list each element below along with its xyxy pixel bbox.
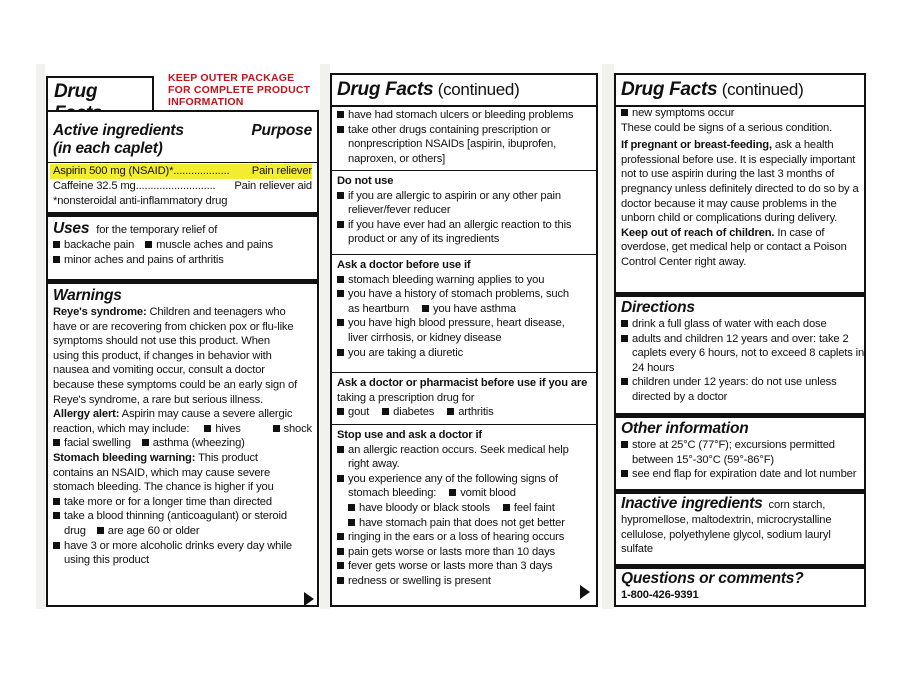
stop-use-section: Stop use and ask a doctor if an allergic reaction occurs. Seek medical help right away. you experience any of the following signs of stomach bleeding: vomit blood have bloody or black stools feel faint have stomach pain that does not get better ringing in the ears or a loss of hearing occurs pain gets worse or lasts more than 10 days fever gets worse or lasts more than 3 days redness or swelling is present xyxy=(337,428,591,589)
section-rule xyxy=(48,279,317,284)
inactive-ingredients-heading: Inactive ingredients xyxy=(621,495,763,512)
bullet-square-icon xyxy=(204,425,211,432)
active-ingredients-subheading: (in each caplet) xyxy=(53,140,163,157)
panel-2 xyxy=(330,64,602,609)
bullet-square-icon xyxy=(503,504,510,511)
bullet-square-icon xyxy=(348,519,355,526)
continue-arrow-icon xyxy=(580,585,590,599)
bullet-square-icon xyxy=(337,290,344,297)
bullet-square-icon xyxy=(337,349,344,356)
bullet-square-icon xyxy=(382,408,389,415)
panel-1-content xyxy=(46,110,319,607)
section-rule xyxy=(616,292,864,297)
stop-use-heading: Stop use and ask a doctor if xyxy=(337,429,482,441)
section-rule xyxy=(332,105,596,107)
bullet-square-icon xyxy=(337,111,344,118)
warnings-section: Warnings Reye's syndrome: Children and teenagers who have or are recovering from chicken pox or flu-like symptoms should not use this product. When using this product, if changes in behavior with nausea and vomiting occur, consult a doctor because these symptoms could be an early sign of Reye's syndrome, a rare but serious illness. Allergy alert: Aspirin may cause a severe allergic reaction, which may include: hives shock facial swelling asthma (wheezing) Stomach bleeding warning: This product contains an NSAID, which may cause severe stomach bleeding. The chance is higher if you take more or for a longer time than directed take a blood thinning (anticoagulant) or steroid drug are age 60 or older have 3 or more alcoholic drinks every day while using this product xyxy=(53,287,312,567)
divider xyxy=(332,424,596,425)
panel-1 xyxy=(45,64,320,609)
uses-line: minor aches and pains of arthritis xyxy=(53,253,312,268)
bullet-square-icon xyxy=(337,192,344,199)
bullet-square-icon xyxy=(53,512,60,519)
divider xyxy=(332,254,596,255)
panel-3-warnings: new symptoms occur These could be signs of a serious condition. If pregnant or breast-feeding, ask a health professional before use. It is especially important not to use aspirin during the last 3 months of pregnancy unless definitely directed to do so by a doctor because it may cause problems in the unborn child or complications during delivery. Keep out of reach of children. In case of overdose, get medical help or contact a Poison Control Center right away. xyxy=(621,107,859,268)
ask-pharmacist-heading: Ask a doctor or pharmacist before use if you are xyxy=(337,377,588,389)
bullet-square-icon xyxy=(145,241,152,248)
bullet-square-icon xyxy=(337,577,344,584)
bullet-square-icon xyxy=(621,470,628,477)
other-information-heading: Other information xyxy=(621,420,749,437)
warnings-heading: Warnings xyxy=(53,287,122,304)
ingredient-aspirin: Aspirin 500 mg (NSAID)* ................... Pain reliever xyxy=(50,164,312,179)
bullet-square-icon xyxy=(273,425,280,432)
do-not-use-section: Do not use if you are allergic to aspirin or any other pain reliever/fever reducer if you have ever had an allergic reaction to this product or any of its ingredients xyxy=(337,174,591,247)
phone-number: 1-800-426-9391 xyxy=(621,589,699,601)
ingredient-caffeine: Caffeine 32.5 mg ........................... Pain reliever aid xyxy=(53,180,312,192)
questions-section xyxy=(621,570,860,603)
section-rule xyxy=(48,212,317,217)
bullet-square-icon xyxy=(337,548,344,555)
bullet-square-icon xyxy=(53,241,60,248)
bullet-square-icon xyxy=(621,378,628,385)
directions-heading: Directions xyxy=(621,299,695,316)
continue-arrow-icon xyxy=(304,592,314,606)
bullet-square-icon xyxy=(97,527,104,534)
ask-doctor-heading: Ask a doctor before use if xyxy=(337,259,471,271)
bullet-square-icon xyxy=(621,441,628,448)
uses-section xyxy=(53,220,312,267)
drug-facts-label xyxy=(36,64,866,609)
section-rule xyxy=(616,489,864,494)
panel-3 xyxy=(614,64,866,609)
directions-section: Directions drink a full glass of water with each dose adults and children 12 years and over: take 2 caplets every 6 hours, not to exceed 8 caplets in 24 hours children under 12 years: do not use unless directed by a doctor xyxy=(621,299,865,403)
active-ingredients-section xyxy=(53,122,312,158)
uses-heading: Uses xyxy=(53,220,90,237)
inactive-ingredients-section: Inactive ingredients corn starch, hypromellose, maltodextrin, microcrystalline cellulose, polyethylene glycol, sodium lauryl sulfate xyxy=(621,495,832,556)
bullet-square-icon xyxy=(337,475,344,482)
nsaid-footnote: *nonsteroidal anti-inflammatory drug xyxy=(53,195,228,207)
panel-2-title: Drug Facts (continued) xyxy=(337,79,520,100)
bullet-square-icon xyxy=(447,408,454,415)
bullet-square-icon xyxy=(621,109,628,116)
keep-out-of-reach-label: Keep out of reach of children. xyxy=(621,226,775,239)
uses-line: backache pain muscle aches and pains xyxy=(53,238,312,253)
bullet-square-icon xyxy=(53,256,60,263)
panel-2-body: have had stomach ulcers or bleeding problems take other drugs containing prescription or nonprescription NSAIDs [aspirin, ibuprofen, naproxen, or others] xyxy=(337,108,591,166)
reye-label: Reye's syndrome: xyxy=(53,306,147,318)
do-not-use-heading: Do not use xyxy=(337,175,394,187)
bullet-square-icon xyxy=(422,305,429,312)
bullet-square-icon xyxy=(53,439,60,446)
allergy-label: Allergy alert: xyxy=(53,408,120,421)
page-title: Drug xyxy=(54,81,98,102)
panel-3-content xyxy=(614,73,866,607)
panel-3-title: Drug Facts (continued) xyxy=(621,79,804,100)
bullet-square-icon xyxy=(348,504,355,511)
keep-package-note: KEEP OUTER PACKAGE FOR COMPLETE PRODUCT INFORMATION xyxy=(168,72,311,108)
section-rule xyxy=(616,564,864,569)
section-rule xyxy=(616,413,864,418)
bullet-square-icon xyxy=(53,498,60,505)
bullet-square-icon xyxy=(337,126,344,133)
divider xyxy=(332,372,596,373)
divider xyxy=(48,162,317,163)
bullet-square-icon xyxy=(337,446,344,453)
bullet-square-icon xyxy=(142,439,149,446)
stomach-bleeding-label: Stomach bleeding warning: xyxy=(53,451,196,464)
divider xyxy=(332,170,596,171)
bullet-square-icon xyxy=(337,533,344,540)
other-information-section: Other information store at 25°C (77°F); excursions permitted between 15°-30°C (59°-86°F) see end flap for expiration date and lot number xyxy=(621,420,860,482)
questions-heading: Questions or comments? xyxy=(621,570,804,587)
drug-facts-title-box xyxy=(46,76,154,112)
bullet-square-icon xyxy=(337,408,344,415)
bullet-square-icon xyxy=(449,489,456,496)
bullet-square-icon xyxy=(53,542,60,549)
panel-2-content xyxy=(330,73,598,607)
bullet-square-icon xyxy=(337,319,344,326)
ask-doctor-section: Ask a doctor before use if stomach bleeding warning applies to you you have a history of stomach problems, such as heartburn you have asthma you have high blood pressure, heart disease, liver cirrhosis, or kidney disease you are taking a diuretic xyxy=(337,258,591,360)
uses-intro: for the temporary relief of xyxy=(96,224,218,236)
bullet-square-icon xyxy=(621,320,628,327)
bullet-square-icon xyxy=(621,335,628,342)
pregnant-label: If pregnant or breast-feeding, xyxy=(621,139,772,152)
active-ingredients-heading: Active ingredients xyxy=(53,122,184,139)
bullet-square-icon xyxy=(337,276,344,283)
ask-pharmacist-section: Ask a doctor or pharmacist before use if you are taking a prescription drug for gout diabetes arthritis xyxy=(337,376,591,420)
bullet-square-icon xyxy=(337,221,344,228)
bullet-square-icon xyxy=(337,562,344,569)
purpose-heading: Purpose xyxy=(251,122,312,139)
